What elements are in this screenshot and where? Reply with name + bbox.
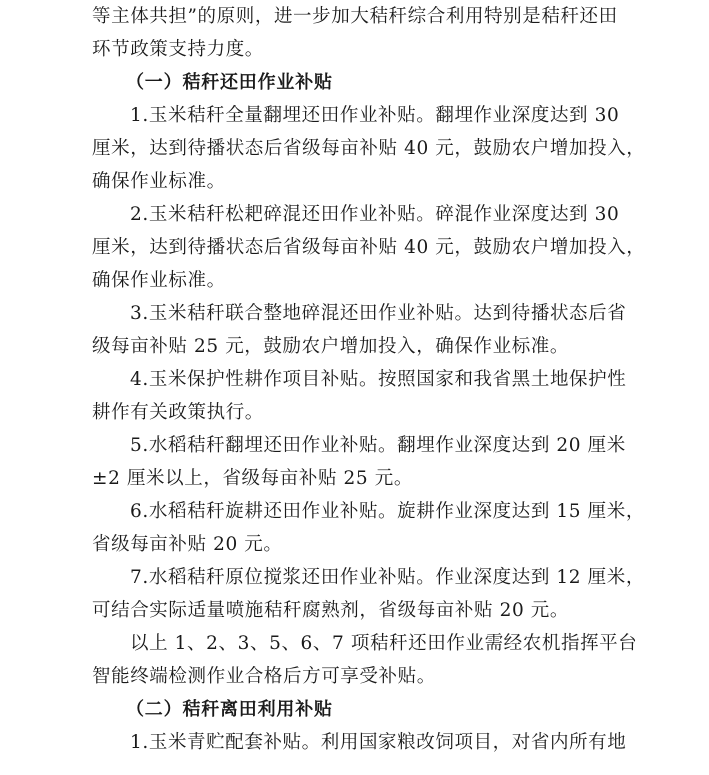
text-line: 1.玉米青贮配套补贴。利用国家粮改饲项目，对省内所有地 [130, 732, 627, 753]
text-line: 6.水稻秸秆旋耕还田作业补贴。旋耕作业深度达到 15 厘米， [130, 501, 645, 522]
section-heading: （一）秸秆还田作业补贴 [126, 72, 333, 93]
text-line: 确保作业标准。 [92, 171, 226, 192]
text-line: 7.水稻秸秆原位搅浆还田作业补贴。作业深度达到 12 厘米， [130, 567, 645, 588]
text-line: 智能终端检测作业合格后方可享受补贴。 [92, 666, 436, 687]
text-line: 级每亩补贴 25 元，鼓励农户增加投入，确保作业标准。 [92, 336, 570, 357]
text-line: 耕作有关政策执行。 [92, 402, 264, 423]
text-line: 1.玉米秸秆全量翻埋还田作业补贴。翻埋作业深度达到 30 [130, 105, 620, 126]
text-line: 可结合实际适量喷施秸秆腐熟剂，省级每亩补贴 20 元。 [92, 600, 570, 621]
text-line: 确保作业标准。 [92, 270, 226, 291]
section-heading: （二）秸秆离田利用补贴 [126, 699, 333, 720]
text-line: 省级每亩补贴 20 元。 [92, 534, 283, 555]
text-line: 2.玉米秸秆松耙碎混还田作业补贴。碎混作业深度达到 30 [130, 204, 620, 225]
text-line: 厘米，达到待播状态后省级每亩补贴 40 元，鼓励农户增加投入， [92, 138, 646, 159]
text-line: 3.玉米秸秆联合整地碎混还田作业补贴。达到待播状态后省 [130, 303, 627, 324]
text-line: ±2 厘米以上，省级每亩补贴 25 元。 [92, 468, 413, 489]
text-line: 等主体共担”的原则，进一步加大秸秆综合利用特别是秸秆还田 [92, 6, 618, 27]
text-line: 环节政策支持力度。 [92, 39, 264, 60]
text-line: 以上 1、2、3、5、6、7 项秸秆还田作业需经农机指挥平台 [130, 633, 638, 654]
text-line: 5.水稻秸秆翻埋还田作业补贴。翻埋作业深度达到 20 厘米 [130, 435, 626, 456]
text-line: 4.玉米保护性耕作项目补贴。按照国家和我省黑土地保护性 [130, 369, 627, 390]
text-line: 厘米，达到待播状态后省级每亩补贴 40 元，鼓励农户增加投入， [92, 237, 646, 258]
